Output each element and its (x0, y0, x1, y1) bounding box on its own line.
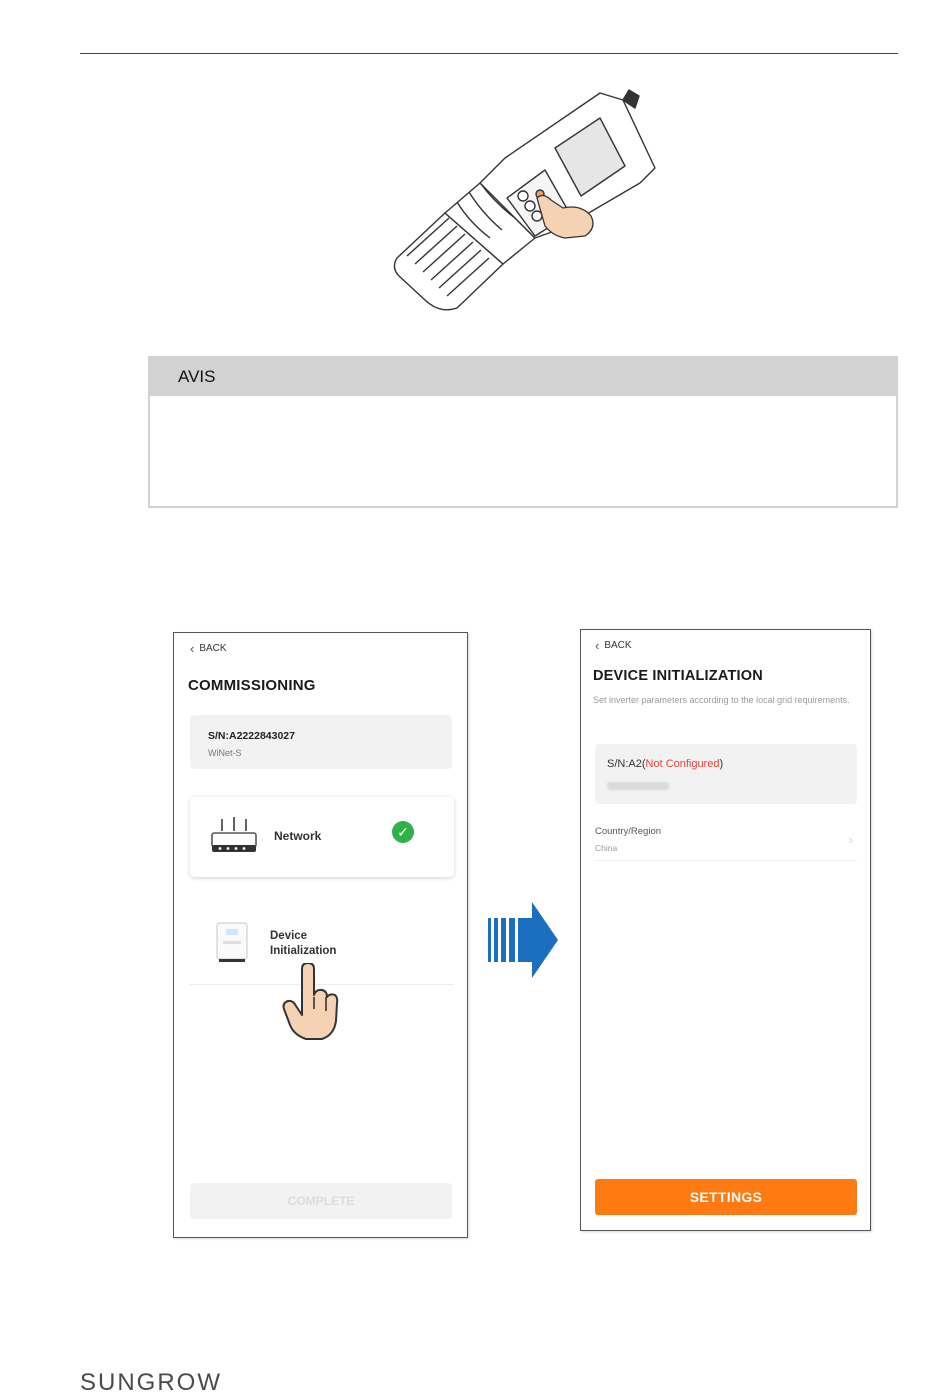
network-card[interactable] (190, 797, 454, 877)
device-label-line2: Initialization (270, 945, 337, 957)
notice-box (148, 356, 898, 508)
chevron-left-icon: ‹ (595, 638, 600, 653)
arrow-right-icon (486, 900, 560, 980)
not-configured-status: Not Configured (645, 758, 720, 770)
notice-title: AVIS (150, 358, 896, 396)
serial-suffix: ) (719, 758, 724, 770)
router-icon (210, 815, 258, 859)
serial-status (607, 758, 723, 770)
row-divider (595, 860, 857, 861)
device-initialization-screen (580, 629, 871, 1231)
complete-button[interactable]: COMPLETE (190, 1183, 452, 1219)
serial-number: S/N:A2222843027 (208, 730, 295, 742)
network-label: Network (274, 829, 322, 843)
back-button[interactable] (595, 639, 632, 652)
check-circle-icon: ✓ (392, 821, 414, 843)
device-info-card (190, 715, 452, 769)
page-title: COMMISSIONING (188, 677, 316, 694)
page-subtitle: Set inverter parameters according to the local grid requirements. (593, 695, 850, 705)
header-rule (80, 53, 898, 54)
chevron-right-icon: › (848, 832, 853, 847)
inverter-icon (214, 921, 250, 965)
winet-module-illustration (385, 88, 665, 313)
commissioning-screen (173, 632, 468, 1238)
device-initialization-label (270, 929, 336, 959)
page-title: DEVICE INITIALIZATION (593, 668, 763, 684)
back-button[interactable] (190, 642, 227, 655)
sungrow-logo: SUNGROW (80, 1369, 222, 1396)
pointing-hand-icon (280, 963, 342, 1043)
country-region-row[interactable] (595, 822, 857, 862)
country-label: Country/Region (595, 826, 662, 837)
settings-button[interactable]: SETTINGS (595, 1179, 857, 1215)
device-model: WiNet-S (208, 748, 242, 758)
serial-prefix: S/N:A2( (607, 758, 646, 770)
blurred-serial (607, 782, 669, 790)
device-status-card (595, 744, 857, 804)
country-value: China (595, 843, 618, 853)
device-label-line1: Device (270, 930, 308, 942)
chevron-left-icon: ‹ (190, 641, 195, 656)
back-label: BACK (199, 643, 227, 654)
back-label: BACK (604, 640, 632, 651)
